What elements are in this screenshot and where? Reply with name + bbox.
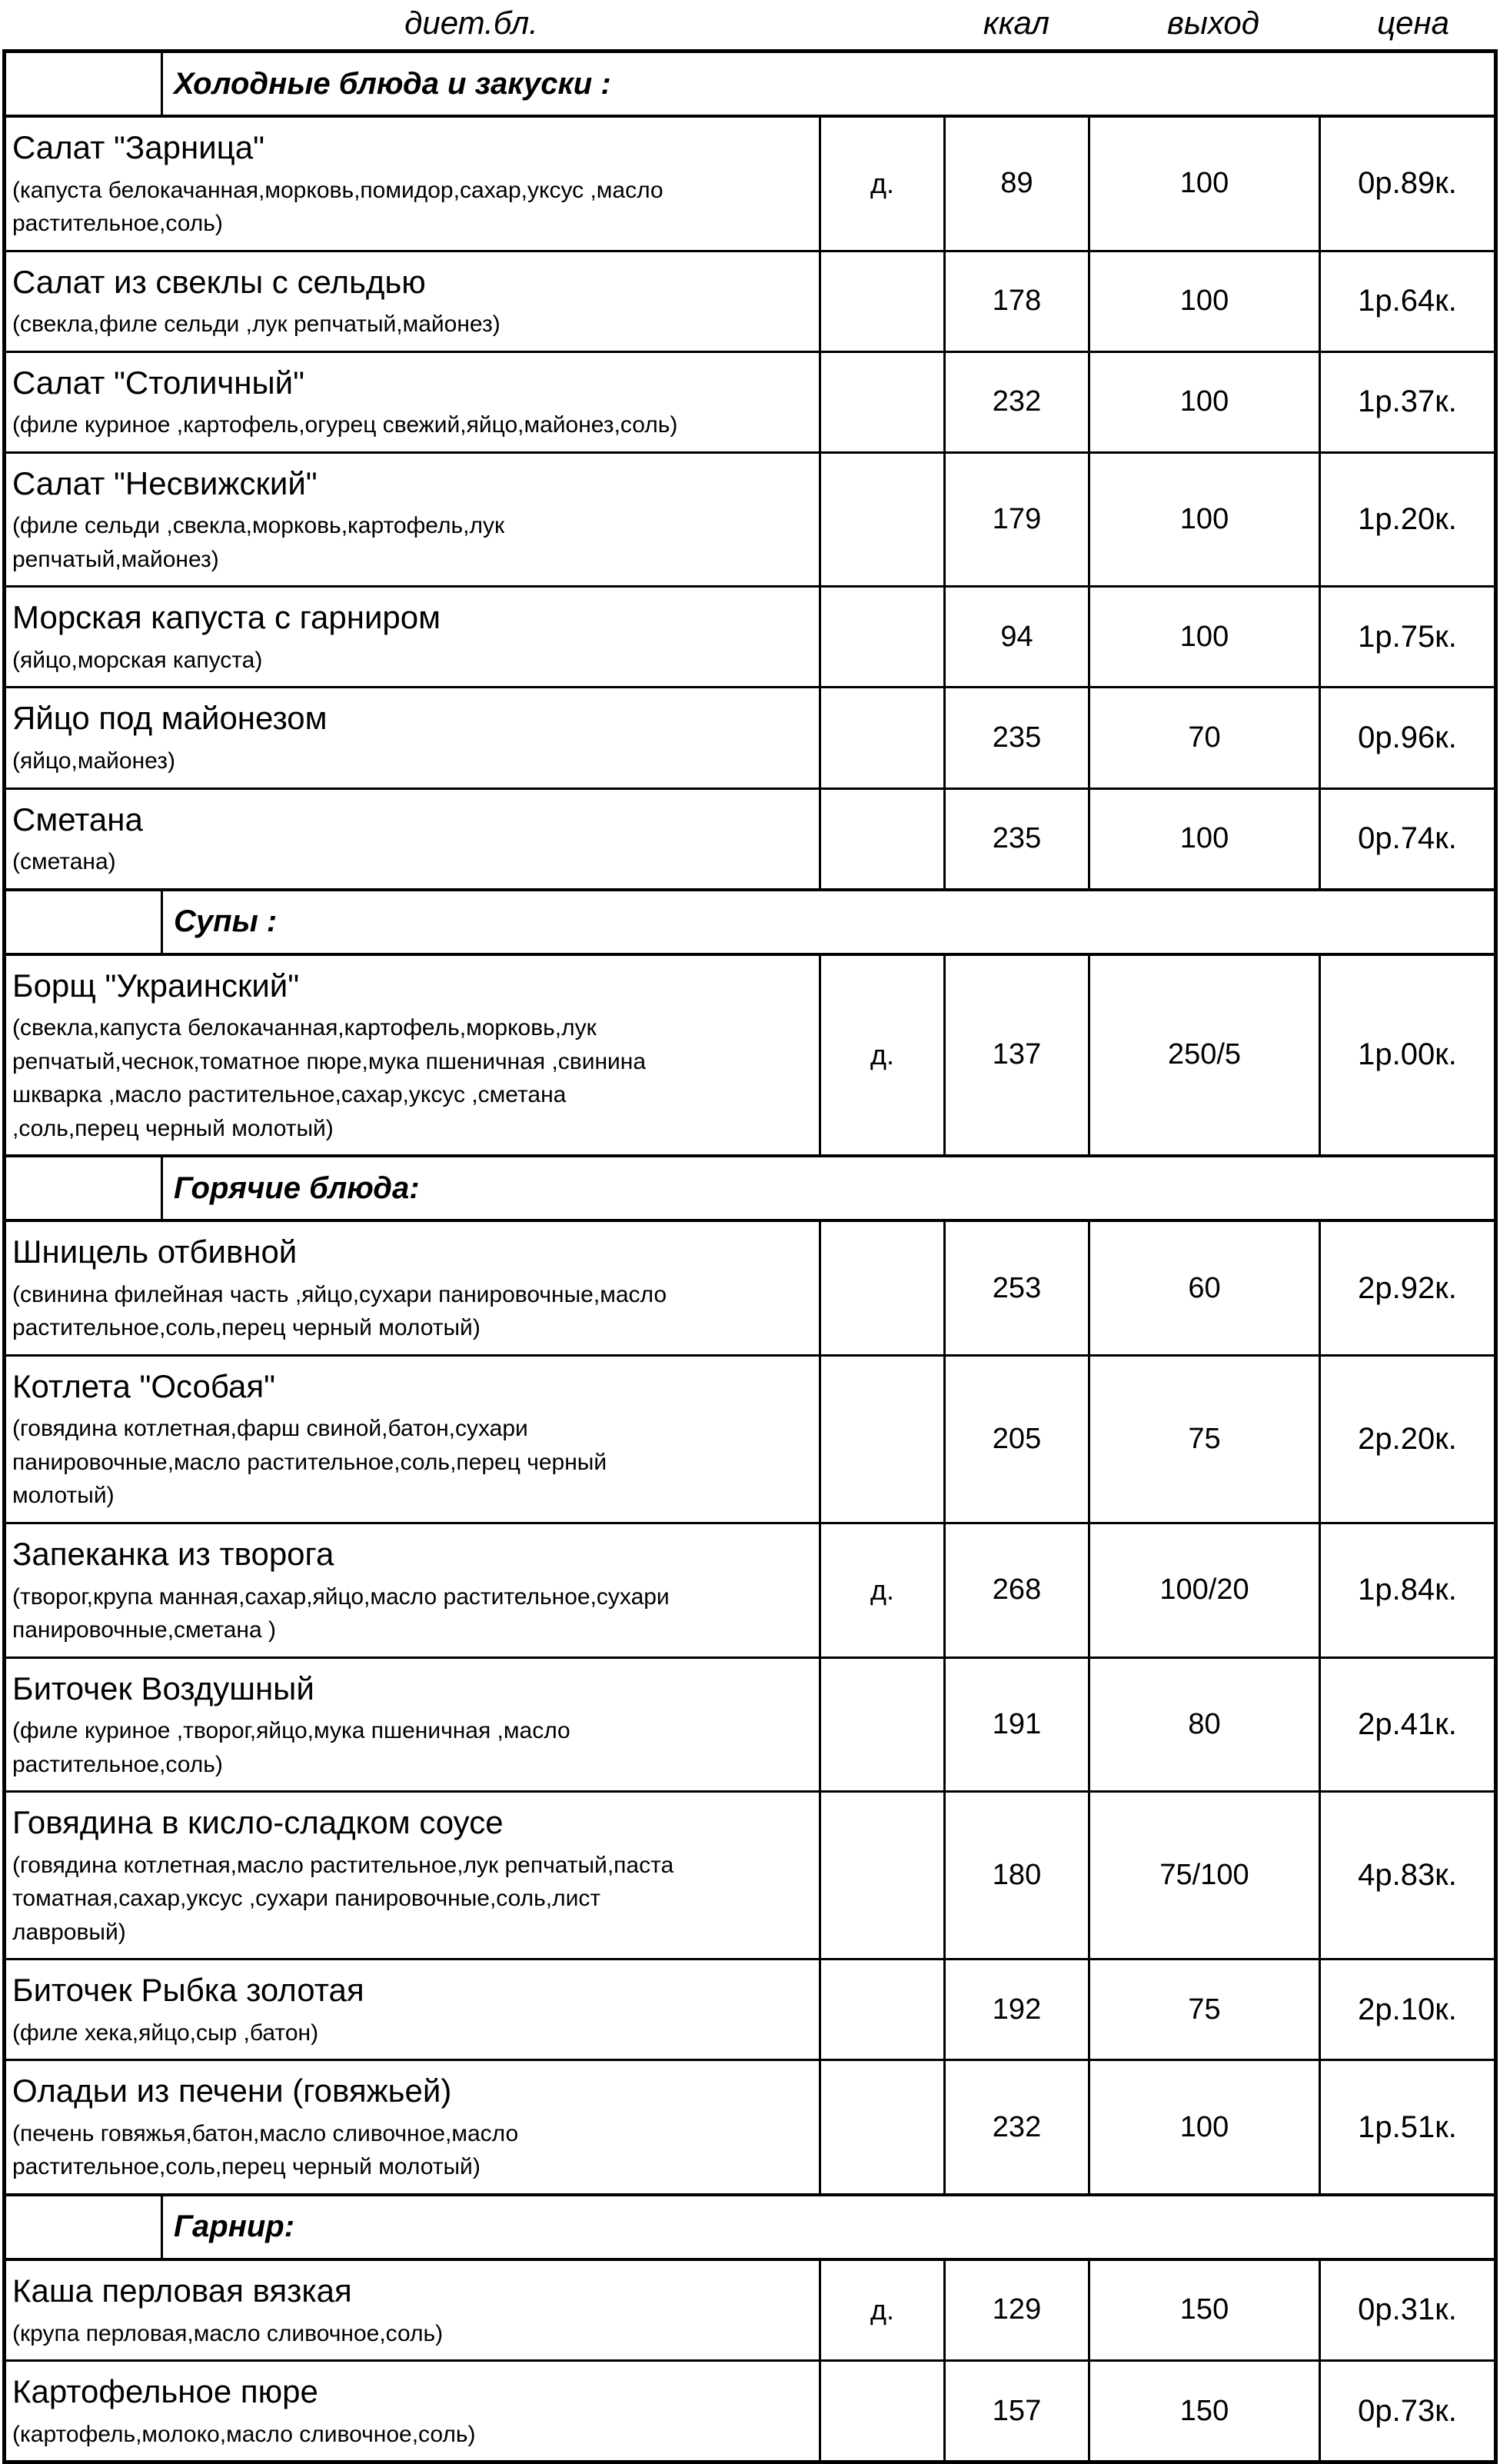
output-value: 100	[1089, 2060, 1320, 2195]
kcal-value: 235	[945, 688, 1089, 788]
dish-name: Биточек Рыбка золотая	[12, 1972, 364, 2009]
output-value: 100	[1089, 452, 1320, 587]
output-value: 100/20	[1089, 1523, 1320, 1657]
dish-cell	[5, 452, 820, 587]
price-value: 0р.31к.	[1320, 2259, 1496, 2361]
kcal-value: 268	[945, 1523, 1089, 1657]
diet-mark: д.	[820, 116, 945, 251]
dish-cell	[5, 1355, 820, 1523]
dish-name: Борщ "Украинский"	[12, 967, 300, 1004]
diet-mark	[820, 1355, 945, 1523]
price-value: 1р.20к.	[1320, 452, 1496, 587]
kcal-value: 232	[945, 2060, 1089, 2195]
price-value: 0р.73к.	[1320, 2361, 1496, 2462]
dish-ingredients: (творог,крупа манная,сахар,яйцо,масло растительное,сухари панировочные,сметана )	[12, 1583, 670, 1643]
output-value: 100	[1089, 788, 1320, 890]
menu-row	[5, 1657, 1496, 1792]
dish-ingredients: (картофель,молоко,масло сливочное,соль)	[12, 2421, 476, 2447]
kcal-value: 137	[945, 954, 1089, 1157]
menu-row	[5, 788, 1496, 890]
dish-name: Биточек Воздушный	[12, 1670, 314, 1706]
price-value: 1р.37к.	[1320, 351, 1496, 452]
kcal-value: 232	[945, 351, 1089, 452]
column-headers	[0, 0, 1500, 49]
diet-mark	[820, 1657, 945, 1792]
section-left-spacer	[5, 52, 162, 117]
dish-cell	[5, 1792, 820, 1960]
price-value: 2р.20к.	[1320, 1355, 1496, 1523]
output-value: 250/5	[1089, 954, 1320, 1157]
diet-mark	[820, 1220, 945, 1355]
menu-row	[5, 688, 1496, 788]
section-row	[5, 52, 1496, 117]
section-row	[5, 890, 1496, 954]
kcal-value: 205	[945, 1355, 1089, 1523]
output-value: 75	[1089, 1355, 1320, 1523]
menu-row	[5, 1355, 1496, 1523]
dish-cell	[5, 2361, 820, 2462]
dish-ingredients: (капуста белокачанная,морковь,помидор,сахар,уксус ,масло растительное,соль)	[12, 177, 664, 237]
dish-cell	[5, 251, 820, 351]
section-title: Холодные блюда и закуски :	[162, 52, 1496, 117]
menu-table-body	[5, 52, 1496, 2462]
output-value: 75/100	[1089, 1792, 1320, 1960]
column-header-kcal: ккал	[983, 5, 1050, 41]
section-title: Гарнир:	[162, 2195, 1496, 2259]
kcal-value: 253	[945, 1220, 1089, 1355]
menu-row	[5, 1792, 1496, 1960]
menu-row	[5, 251, 1496, 351]
output-value: 100	[1089, 116, 1320, 251]
dish-ingredients: (свинина филейная часть ,яйцо,сухари панировочные,масло растительное,соль,перец черный молотый)	[12, 1281, 667, 1341]
output-value: 75	[1089, 1960, 1320, 2060]
kcal-value: 192	[945, 1960, 1089, 2060]
price-value: 2р.92к.	[1320, 1220, 1496, 1355]
dish-ingredients: (филе куриное ,картофель,огурец свежий,яйцо,майонез,соль)	[12, 412, 678, 438]
dish-cell	[5, 1657, 820, 1792]
output-value: 60	[1089, 1220, 1320, 1355]
diet-mark	[820, 788, 945, 890]
dish-name: Говядина в кисло-сладком соусе	[12, 1804, 504, 1841]
price-value: 2р.41к.	[1320, 1657, 1496, 1792]
dish-cell	[5, 2060, 820, 2195]
diet-mark	[820, 452, 945, 587]
dish-name: Каша перловая вязкая	[12, 2272, 352, 2309]
section-row	[5, 1156, 1496, 1220]
output-value: 100	[1089, 351, 1320, 452]
kcal-value: 89	[945, 116, 1089, 251]
column-header-price: цена	[1377, 5, 1449, 41]
diet-mark	[820, 251, 945, 351]
dish-cell	[5, 954, 820, 1157]
menu-row	[5, 1220, 1496, 1355]
menu-row	[5, 351, 1496, 452]
menu-row	[5, 1523, 1496, 1657]
kcal-value: 179	[945, 452, 1089, 587]
dish-ingredients: (сметана)	[12, 849, 116, 875]
dish-name: Салат "Столичный"	[12, 364, 305, 401]
dish-name: Шницель отбивной	[12, 1234, 298, 1270]
dish-name: Салат "Зарница"	[12, 129, 264, 165]
dish-ingredients: (крупа перловая,масло сливочное,соль)	[12, 2320, 444, 2346]
dish-cell	[5, 587, 820, 688]
price-value: 1р.75к.	[1320, 587, 1496, 688]
section-left-spacer	[5, 890, 162, 954]
menu-row	[5, 954, 1496, 1157]
menu-row	[5, 2259, 1496, 2361]
dish-name: Оладьи из печени (говяжьей)	[12, 2073, 452, 2109]
output-value: 80	[1089, 1657, 1320, 1792]
dish-ingredients: (яйцо,морская капуста)	[12, 647, 263, 673]
dish-ingredients: (свекла,филе сельди ,лук репчатый,майонез)	[12, 311, 501, 338]
menu-row	[5, 1960, 1496, 2060]
kcal-value: 191	[945, 1657, 1089, 1792]
dish-cell	[5, 688, 820, 788]
menu-row	[5, 116, 1496, 251]
diet-mark	[820, 2361, 945, 2462]
section-title: Горячие блюда:	[162, 1156, 1496, 1220]
kcal-value: 178	[945, 251, 1089, 351]
diet-mark: д.	[820, 2259, 945, 2361]
dish-name: Салат из свеклы с сельдью	[12, 263, 426, 300]
dish-name: Картофельное пюре	[12, 2373, 318, 2409]
diet-mark	[820, 2060, 945, 2195]
section-left-spacer	[5, 1156, 162, 1220]
dish-cell	[5, 1523, 820, 1657]
price-value: 0р.74к.	[1320, 788, 1496, 890]
output-value: 70	[1089, 688, 1320, 788]
column-header-diet: диет.бл.	[404, 5, 538, 41]
dish-name: Морская капуста с гарниром	[12, 599, 441, 636]
kcal-value: 235	[945, 788, 1089, 890]
dish-cell	[5, 2259, 820, 2361]
dish-name: Котлета "Особая"	[12, 1367, 275, 1404]
dish-name: Сметана	[12, 801, 143, 837]
menu-row	[5, 587, 1496, 688]
output-value: 100	[1089, 587, 1320, 688]
menu-row	[5, 2361, 1496, 2462]
menu-table	[2, 49, 1498, 2464]
dish-name: Яйцо под майонезом	[12, 700, 328, 737]
price-value: 0р.96к.	[1320, 688, 1496, 788]
dish-ingredients: (филе сельди ,свекла,морковь,картофель,лук репчатый,майонез)	[12, 513, 505, 572]
output-value: 100	[1089, 251, 1320, 351]
dish-cell	[5, 788, 820, 890]
menu-row	[5, 2060, 1496, 2195]
output-value: 150	[1089, 2361, 1320, 2462]
kcal-value: 94	[945, 587, 1089, 688]
dish-ingredients: (яйцо,майонез)	[12, 748, 175, 774]
dish-cell	[5, 1220, 820, 1355]
kcal-value: 180	[945, 1792, 1089, 1960]
dish-ingredients: (говядина котлетная,масло растительное,лук репчатый,паста томатная,сахар,уксус ,сухари панировочные,соль,лист лавровый)	[12, 1852, 674, 1945]
dish-cell	[5, 1960, 820, 2060]
dish-ingredients: (филе хека,яйцо,сыр ,батон)	[12, 2019, 319, 2046]
column-header-output: выход	[1167, 5, 1259, 41]
kcal-value: 129	[945, 2259, 1089, 2361]
diet-mark	[820, 587, 945, 688]
output-value: 150	[1089, 2259, 1320, 2361]
price-value: 1р.64к.	[1320, 251, 1496, 351]
price-value: 1р.00к.	[1320, 954, 1496, 1157]
diet-mark	[820, 1960, 945, 2060]
section-left-spacer	[5, 2195, 162, 2259]
diet-mark	[820, 1792, 945, 1960]
price-value: 1р.51к.	[1320, 2060, 1496, 2195]
diet-mark: д.	[820, 954, 945, 1157]
diet-mark	[820, 688, 945, 788]
section-row	[5, 2195, 1496, 2259]
dish-name: Салат "Несвижский"	[12, 464, 318, 501]
dish-cell	[5, 351, 820, 452]
price-value: 1р.84к.	[1320, 1523, 1496, 1657]
dish-ingredients: (печень говяжья,батон,масло сливочное,масло растительное,соль,перец черный молотый)	[12, 2120, 519, 2180]
price-value: 2р.10к.	[1320, 1960, 1496, 2060]
price-value: 4р.83к.	[1320, 1792, 1496, 1960]
dish-ingredients: (свекла,капуста белокачанная,картофель,морковь,лук репчатый,чеснок,томатное пюре,мука пшеничная ,свинина шкварка ,масло растительное,сахар,уксус ,сметана ,соль,перец черный молотый)	[12, 1015, 647, 1141]
dish-ingredients: (говядина котлетная,фарш свиной,батон,сухари панировочные,масло растительное,соль,перец черный молотый)	[12, 1416, 607, 1509]
menu-row	[5, 452, 1496, 587]
diet-mark: д.	[820, 1523, 945, 1657]
kcal-value: 157	[945, 2361, 1089, 2462]
dish-cell	[5, 116, 820, 251]
diet-mark	[820, 351, 945, 452]
section-title: Супы :	[162, 890, 1496, 954]
dish-ingredients: (филе куриное ,творог,яйцо,мука пшеничная ,масло растительное,соль)	[12, 1718, 570, 1777]
price-value: 0р.89к.	[1320, 116, 1496, 251]
dish-name: Запеканка из творога	[12, 1535, 334, 1572]
